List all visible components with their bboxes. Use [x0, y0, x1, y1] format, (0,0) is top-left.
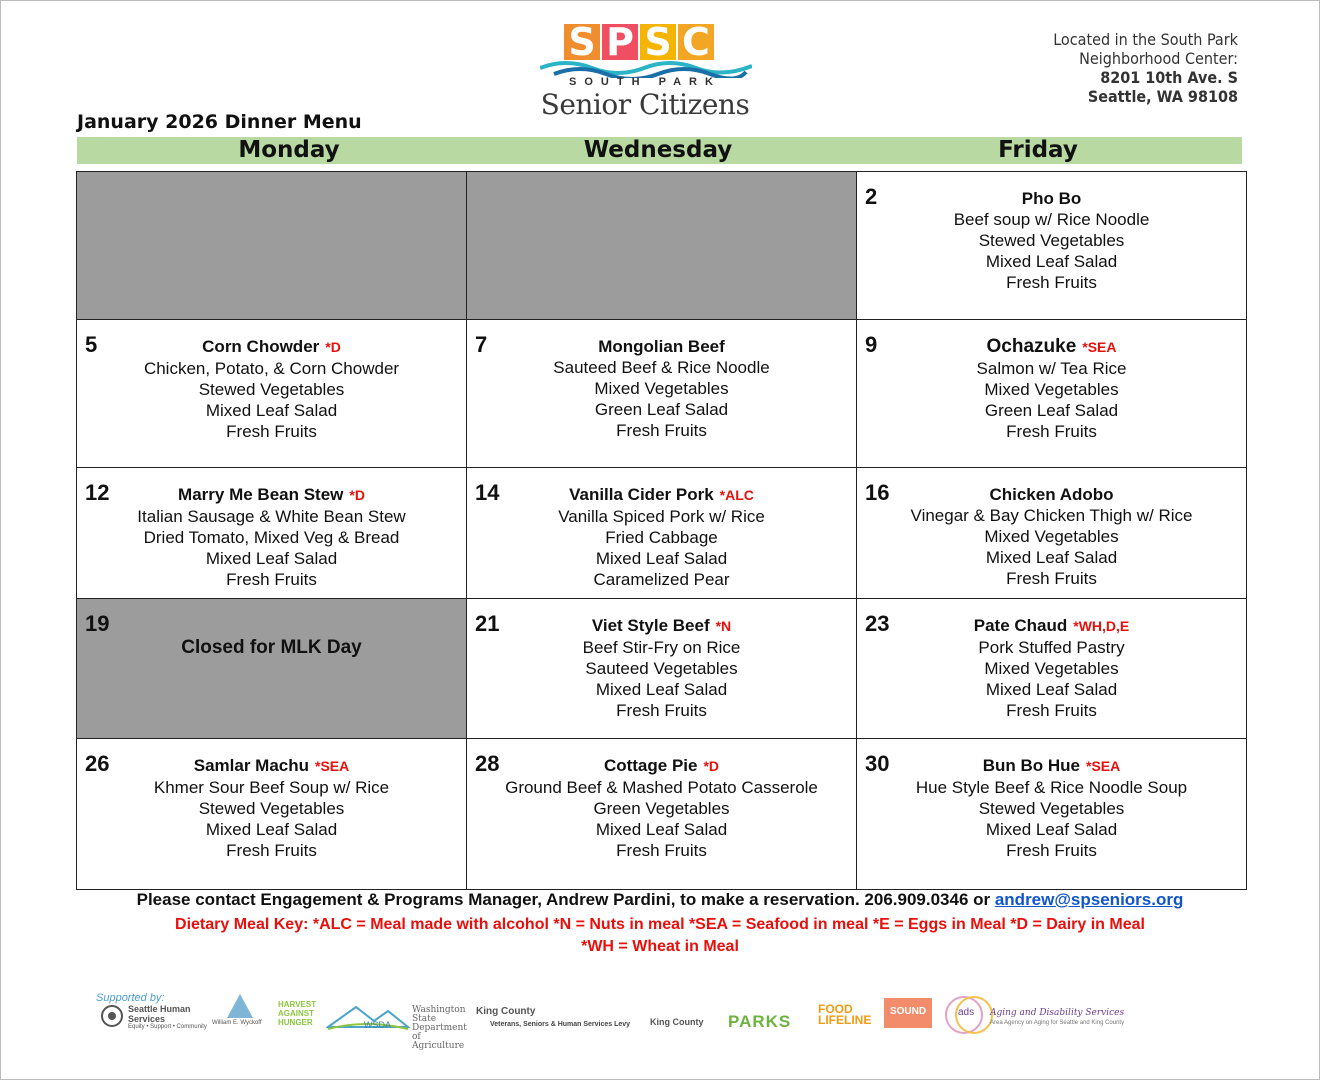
- ads-mark: ads: [958, 1007, 975, 1018]
- meal-title: Chicken Adobo: [989, 485, 1114, 504]
- meal-line: Mixed Leaf Salad: [985, 548, 1118, 567]
- meal-line: Fresh Fruits: [616, 701, 707, 720]
- address-block: [1053, 30, 1238, 106]
- day-cell: [856, 171, 1247, 320]
- meal-title-row: [77, 755, 466, 777]
- menu-grid: [76, 171, 1247, 890]
- meal-title-row: [857, 615, 1246, 637]
- meal-details: [857, 615, 1246, 721]
- meal-details: [857, 188, 1246, 293]
- dietary-tag: *D: [325, 339, 341, 355]
- meal-details: [467, 484, 856, 590]
- meal-title-row: [857, 188, 1246, 209]
- meal-title-row: [467, 336, 856, 357]
- meal-line: Fresh Fruits: [1006, 422, 1097, 441]
- day-cell: [76, 738, 467, 890]
- address-line: 8201 10th Ave. S: [1100, 68, 1238, 87]
- day-number: 12: [85, 480, 110, 505]
- meal-line: Fresh Fruits: [616, 841, 707, 860]
- meal-line: Mixed Leaf Salad: [595, 549, 728, 568]
- meal-line: Beef soup w/ Rice Noodle: [953, 210, 1150, 229]
- day-number: 7: [475, 332, 488, 357]
- meal-line: Green Leaf Salad: [984, 401, 1119, 420]
- day-number: 5: [85, 332, 98, 357]
- day-cell: [466, 319, 857, 468]
- meal-title-row: [467, 755, 856, 777]
- day-number: 19: [85, 611, 110, 636]
- dietary-tag: *SEA: [315, 758, 350, 774]
- dietary-tag: *N: [715, 618, 732, 634]
- day-cell: [856, 738, 1247, 890]
- meal-line: Fresh Fruits: [1006, 273, 1097, 292]
- wyckoff-label: William E. Wyckoff: [212, 1020, 262, 1026]
- meal-line: Stewed Vegetables: [978, 231, 1125, 250]
- address-line: Neighborhood Center:: [1079, 49, 1238, 68]
- address-line: Seattle, WA 98108: [1087, 87, 1238, 106]
- meal-line: Fresh Fruits: [616, 421, 707, 440]
- ads-sub: Area Agency on Aging for Seattle and King County: [990, 1020, 1125, 1026]
- meal-line: Stewed Vegetables: [198, 380, 345, 399]
- day-cell: [856, 467, 1247, 599]
- menu-title: January 2026 Dinner Menu: [77, 111, 362, 133]
- meal-details: [467, 615, 856, 721]
- meal-line: Fresh Fruits: [1006, 841, 1097, 860]
- meal-line: Fresh Fruits: [1006, 569, 1097, 588]
- meal-title: Viet Style Beef: [591, 616, 710, 635]
- dietary-tag: *D: [703, 758, 720, 774]
- meal-line: Fresh Fruits: [226, 841, 317, 860]
- meal-line: Dried Tomato, Mixed Veg & Bread: [143, 528, 400, 547]
- address-line: Located in the South Park: [1053, 30, 1238, 49]
- meal-details: [467, 336, 856, 441]
- day-cell: [466, 467, 857, 599]
- day-number: 14: [475, 480, 500, 505]
- meal-title-row: [77, 336, 466, 358]
- day-friday: Friday: [998, 137, 1078, 163]
- meal-line: Stewed Vegetables: [198, 799, 345, 818]
- spsc-logo: [532, 22, 758, 126]
- dietary-tag: *SEA: [1086, 758, 1121, 774]
- wyckoff-logo-icon: [226, 993, 254, 1019]
- king-county-logo-2: King County: [650, 1017, 704, 1027]
- meal-title-row: [857, 755, 1246, 777]
- meal-title: Pho Bo: [1021, 189, 1082, 208]
- day-cell: [466, 598, 857, 739]
- meal-title: Pate Chaud: [973, 616, 1068, 635]
- logo-letter: S: [564, 24, 600, 60]
- meal-details: [857, 755, 1246, 861]
- meal-line: Mixed Leaf Salad: [985, 252, 1118, 271]
- meal-line: Mixed Vegetables: [594, 379, 729, 398]
- meal-line: Salmon w/ Tea Rice: [976, 359, 1127, 378]
- dietary-tag: *WH,D,E: [1073, 618, 1130, 634]
- day-cell: [466, 171, 857, 320]
- day-number: 30: [865, 751, 890, 776]
- meal-line: Mixed Leaf Salad: [205, 401, 338, 420]
- food-lifeline-logo: FOOD LIFELINE: [818, 1002, 872, 1027]
- dietary-tag: *D: [349, 487, 365, 503]
- meal-title: Samlar Machu: [193, 756, 310, 775]
- day-number: 21: [475, 611, 500, 636]
- wsda-label: WSDA: [364, 1020, 391, 1030]
- day-number: 26: [85, 751, 110, 776]
- contact-text: Please contact Engagement & Programs Manager, Andrew Pardini, to make a reservation. 206.909.0346 or: [136, 890, 995, 909]
- dietary-key-line: *WH = Wheat in Meal: [581, 938, 739, 955]
- day-cell: [466, 738, 857, 890]
- logo-subtitle: SOUTH PARK: [569, 76, 721, 88]
- day-number: 9: [865, 332, 878, 357]
- logo-letters: [564, 20, 714, 64]
- meal-title-row: [467, 615, 856, 637]
- meal-line: Vinegar & Bay Chicken Thigh w/ Rice: [910, 506, 1193, 525]
- seattle-human-services: Seattle Human Services: [128, 1004, 191, 1024]
- meal-line: Caramelized Pear: [593, 570, 730, 589]
- logo-letter: P: [602, 24, 638, 60]
- king-county-logo: King County: [476, 1006, 536, 1017]
- seattle-logo-icon: [100, 1004, 124, 1028]
- day-cell: [76, 467, 467, 599]
- meal-title: Mongolian Beef: [598, 337, 725, 356]
- meal-title-row: [467, 484, 856, 506]
- meal-line: Sauteed Beef & Rice Noodle: [553, 358, 770, 377]
- meal-line: Mixed Leaf Salad: [595, 820, 728, 839]
- email-link[interactable]: andrew@spseniors.org: [994, 890, 1184, 909]
- day-number: 2: [865, 184, 878, 209]
- parks-logo: PARKS: [728, 1012, 792, 1031]
- meal-line: Beef Stir-Fry on Rice: [582, 638, 741, 657]
- meal-line: Mixed Vegetables: [984, 659, 1119, 678]
- meal-title: Cottage Pie: [603, 756, 698, 775]
- dietary-tag: *SEA: [1082, 339, 1117, 355]
- supported-by-label: Supported by:: [96, 992, 165, 1004]
- meal-title: Corn Chowder: [202, 337, 320, 356]
- closed-notice: Closed for MLK Day: [181, 637, 362, 658]
- dietary-tag: *ALC: [719, 487, 754, 503]
- wa-agriculture-logo: Washington State Department of Agriculture: [412, 1005, 467, 1051]
- meal-details: [77, 755, 466, 861]
- day-cell: [76, 598, 467, 739]
- meal-line: Khmer Sour Beef Soup w/ Rice: [153, 778, 390, 797]
- meal-line: Mixed Leaf Salad: [985, 680, 1118, 699]
- meal-title-row: [857, 484, 1246, 505]
- day-cell: [76, 319, 467, 468]
- day-wednesday: Wednesday: [583, 137, 733, 163]
- meal-line: Fresh Fruits: [226, 570, 317, 589]
- day-header: [77, 137, 1242, 164]
- meal-line: Mixed Leaf Salad: [205, 549, 338, 568]
- meal-title: Vanilla Cider Pork: [569, 485, 714, 504]
- meal-line: Mixed Leaf Salad: [985, 820, 1118, 839]
- meal-details: [77, 336, 466, 442]
- meal-line: Italian Sausage & White Bean Stew: [137, 507, 406, 526]
- meal-line: Vanilla Spiced Pork w/ Rice: [558, 507, 765, 526]
- meal-title: Ochazuke: [986, 336, 1077, 357]
- meal-line: Hue Style Beef & Rice Noodle Soup: [915, 778, 1188, 797]
- levy-label: Veterans, Seniors & Human Services Levy: [490, 1021, 631, 1028]
- ads-label: Aging and Disability Services: [990, 1008, 1125, 1018]
- meal-line: Chicken, Potato, & Corn Chowder: [143, 359, 400, 378]
- meal-details: [857, 484, 1246, 589]
- sound-logo: SOUND: [884, 998, 932, 1028]
- day-cell: [856, 598, 1247, 739]
- meal-line: Mixed Leaf Salad: [595, 680, 728, 699]
- harvest-logo: HARVEST AGAINST HUNGER: [278, 1000, 317, 1027]
- logo-letter: S: [640, 24, 676, 60]
- meal-line: Green Leaf Salad: [594, 400, 729, 419]
- meal-line: Fresh Fruits: [1006, 701, 1097, 720]
- sponsor-logos: [96, 990, 1146, 1051]
- meal-line: Ground Beef & Mashed Potato Casserole: [505, 778, 818, 797]
- day-cell: [856, 319, 1247, 468]
- meal-line: Stewed Vegetables: [978, 799, 1125, 818]
- logo-letter: C: [678, 24, 714, 60]
- logo-name: Senior Citizens: [540, 88, 750, 121]
- day-cell: [76, 171, 467, 320]
- meal-line: Fresh Fruits: [226, 422, 317, 441]
- meal-line: Pork Stuffed Pastry: [978, 638, 1125, 657]
- meal-line: Mixed Vegetables: [984, 527, 1119, 546]
- meal-line: Green Vegetables: [593, 799, 730, 818]
- contact-line: [0, 890, 1320, 910]
- dietary-key-line: Dietary Meal Key: *ALC = Meal made with alcohol *N = Nuts in meal *SEA = Seafood in meal *E = Eggs in Meal *D = Dairy in Meal: [175, 916, 1145, 933]
- meal-title-row: [77, 484, 466, 506]
- meal-details: [467, 755, 856, 861]
- meal-line: Sauteed Vegetables: [585, 659, 738, 678]
- seattle-sub: Equity • Support • Community: [128, 1024, 207, 1030]
- meal-line: Mixed Leaf Salad: [205, 820, 338, 839]
- meal-title: Marry Me Bean Stew: [178, 485, 344, 504]
- day-monday: Monday: [238, 137, 340, 163]
- waves-icon: [540, 56, 752, 78]
- meal-title-row: [857, 336, 1246, 358]
- day-number: 23: [865, 611, 890, 636]
- day-number: 28: [475, 751, 500, 776]
- meal-title: Bun Bo Hue: [982, 756, 1081, 775]
- day-number: 16: [865, 480, 890, 505]
- meal-details: [77, 484, 466, 590]
- dietary-key: [0, 914, 1320, 958]
- meal-line: Fried Cabbage: [605, 528, 718, 547]
- meal-details: [857, 336, 1246, 442]
- meal-line: Mixed Vegetables: [984, 380, 1119, 399]
